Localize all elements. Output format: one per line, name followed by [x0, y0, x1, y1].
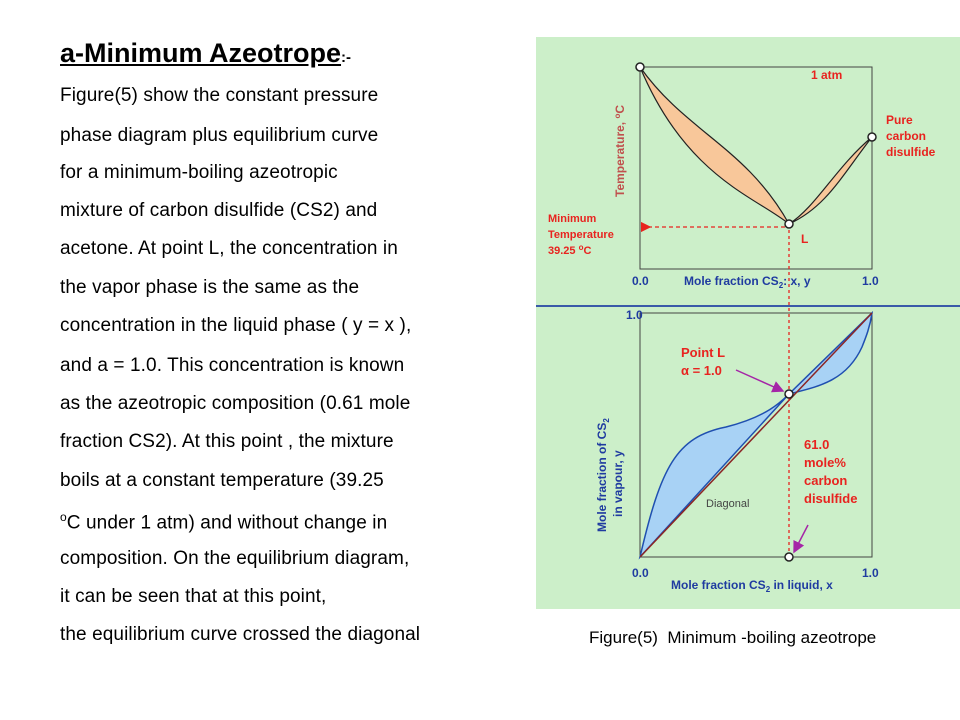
pressure-label: 1 atm	[811, 68, 843, 82]
pure-label-1: Pure	[886, 113, 913, 127]
pure-cs2-point	[868, 133, 876, 141]
caption-text: Minimum -boiling azeotrope	[667, 628, 877, 647]
pct-label-2: mole%	[804, 455, 846, 470]
body-line-10: fraction CS2). At this point , the mixture	[60, 431, 394, 452]
caption-figure: Figure(5)	[589, 628, 658, 647]
title-main: a-Minimum Azeotrope	[60, 38, 342, 68]
min-label-1: Minimum	[548, 213, 597, 225]
point-L-label: L	[801, 232, 809, 246]
bottom-x-axis-label: Mole fraction $CS_2$ in liquid, x	[671, 578, 833, 594]
diagonal-label: Diagonal	[706, 498, 750, 510]
top-x-axis-label: Mole fraction $CS_2$: x, y	[684, 274, 811, 290]
top-y-axis-label: Temperature, $^o$C	[613, 104, 627, 197]
body-line-1: Figure(5) show the constant pressure	[60, 85, 379, 106]
body-line-14: it can be seen that at this point,	[60, 586, 327, 607]
figure-svg	[536, 37, 960, 609]
bottom-y-tick-top: 1.0	[626, 308, 643, 322]
top-x-tick-0: 0.0	[632, 274, 649, 288]
body-line-12-text: C under 1 atm) and without change in	[66, 512, 388, 534]
pct-label-1: 61.0	[804, 437, 830, 452]
body-line-11: boils at a constant temperature (39.25	[60, 470, 384, 491]
azeotrope-figure	[536, 37, 960, 609]
bottom-y-axis-label-2: in vapour, y	[611, 450, 625, 517]
bottom-x-tick-0: 0.0	[632, 566, 649, 580]
body-line-3: for a minimum-boiling azeotropic	[60, 162, 338, 183]
pct-label-4: disulfide	[804, 491, 858, 506]
pure-label-3: disulfide	[886, 145, 936, 159]
min-label-3: 39.25 $^o$C	[548, 243, 592, 257]
body-line-9: as the azeotropic composition (0.61 mole	[60, 393, 411, 414]
point-L-label-1: Point L	[681, 345, 726, 360]
bottom-x-tick-1: 1.0	[862, 566, 879, 580]
point-L-label-2: α = 1.0	[681, 363, 722, 378]
min-label-2: Temperature	[548, 229, 614, 241]
bottom-y-axis-label-1: Mole fraction of $CS_2$	[595, 418, 611, 532]
body-line-5: acetone. At point L, the concentration in	[60, 238, 398, 259]
slide-title	[60, 38, 351, 69]
top-x-tick-1: 1.0	[862, 274, 879, 288]
figure-caption	[589, 628, 876, 648]
body-line-12	[60, 510, 387, 534]
title-suffix: :-	[341, 49, 352, 66]
body-line-4: mixture of carbon disulfide (CS2) and	[60, 200, 378, 221]
equilibrium-point-L	[785, 390, 793, 398]
degree-superscript: o	[60, 510, 67, 524]
pure-acetone-point	[636, 63, 644, 71]
body-line-6: the vapor phase is the same as the	[60, 277, 360, 298]
pure-label-2: carbon	[886, 129, 927, 143]
azeotrope-x-point	[785, 553, 793, 561]
body-line-7: concentration in the liquid phase ( y = x ),	[60, 315, 412, 336]
azeotrope-point-L	[785, 220, 793, 228]
body-line-2: phase diagram plus equilibrium curve	[60, 125, 379, 146]
pct-label-3: carbon	[804, 473, 848, 488]
body-line-15: the equilibrium curve crossed the diagonal	[60, 624, 421, 645]
body-line-8: and a = 1.0. This concentration is known	[60, 355, 405, 376]
body-line-13: composition. On the equilibrium diagram,	[60, 548, 410, 569]
